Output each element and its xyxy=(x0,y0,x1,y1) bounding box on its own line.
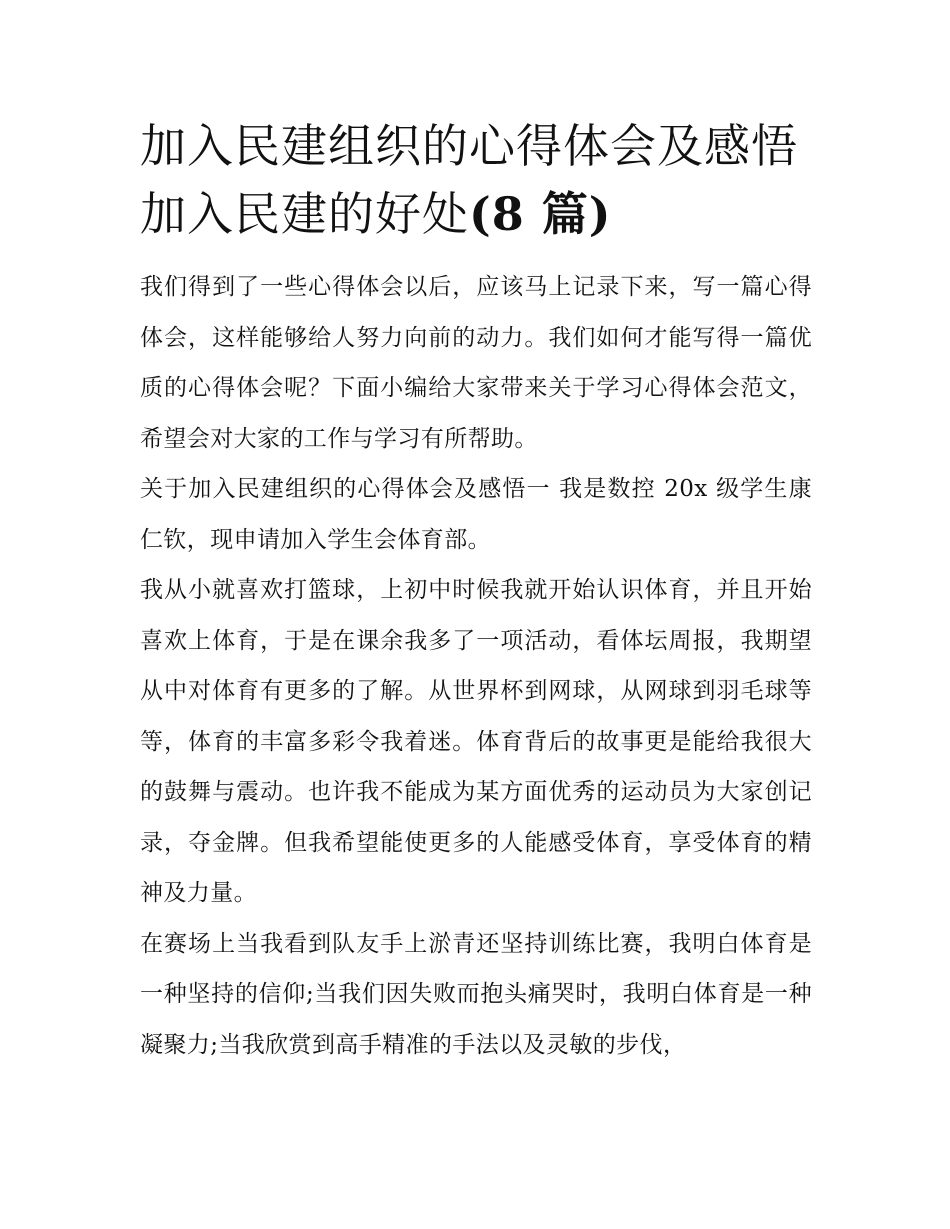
paragraph-sports-meaning: 在赛场上当我看到队友手上淤青还坚持训练比赛，我明白体育是一种坚持的信仰;当我们因失败而抱头痛哭时，我明白体育是一种凝聚力;当我欣赏到高手精准的手法以及灵敏的步伐， xyxy=(140,930,812,1058)
body-text xyxy=(140,262,812,1070)
document-content xyxy=(140,112,812,1070)
paragraph-sports-love: 我从小就喜欢打篮球，上初中时候我就开始认识体育，并且开始喜欢上体育，于是在课余我多了一项活动，看体坛周报，我期望从中对体育有更多的了解。从世界杯到网球，从网球到羽毛球等等，体育的丰富多彩令我着迷。体育背后的故事更是能给我很大的鼓舞与震动。也许我不能成为某方面优秀的运动员为大家创记录，夺金牌。但我希望能使更多的人能感受体育，享受体育的精神及力量。 xyxy=(140,577,812,906)
title-main-text: 加入民建组织的心得体会及感悟 加入民建的好处 xyxy=(140,119,798,241)
document-title xyxy=(140,112,812,248)
title-count-text: (8 篇) xyxy=(469,187,612,241)
paragraph-heading-one: 关于加入民建组织的心得体会及感悟一 我是数控 20x 级学生康仁钦，现申请加入学生会体育部。 xyxy=(140,476,812,553)
paragraph-intro: 我们得到了一些心得体会以后，应该马上记录下来，写一篇心得体会，这样能够给人努力向前的动力。我们如何才能写得一篇优质的心得体会呢？下面小编给大家带来关于学习心得体会范文，希望会对大家的工作与学习有所帮助。 xyxy=(140,274,812,452)
